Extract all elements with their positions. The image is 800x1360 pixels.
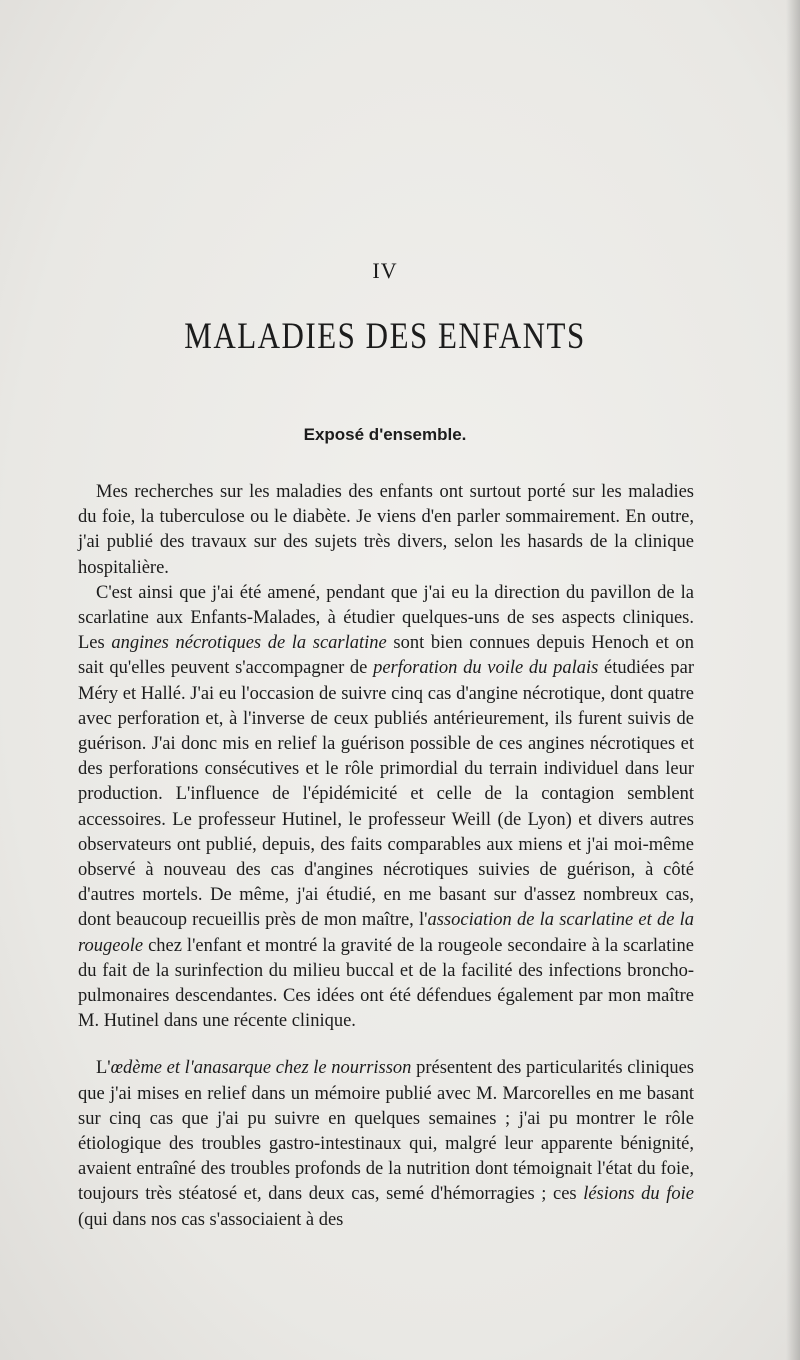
paragraph-1-text: Mes recherches sur les maladies des enfants ont surtout porté sur les maladies du foie, la tuberculose ou le diabète. Je viens d'en parler sommairement. En outre, j'ai publié des travaux sur des sujets très divers, selon les hasards de la clinique hospitalière. [78,482,694,578]
paragraph-2-text: chez l'enfant et montré la gravité de la rougeole secondaire à la scarlatine du fait de la surinfection du milieu buccal et de la facilité des infections broncho-pulmonaires descendantes. Ces idées ont été défendues également par mon maître M. Hutinel dans une récente clinique. [78,935,694,1032]
page-edge-shadow [786,0,800,1360]
section-heading: Exposé d'ensemble. [303,425,467,444]
paragraph-2 [78,581,694,1035]
paragraph-2-italic: perforation du voile du palais [373,658,599,679]
paragraph-3-italic: lésions du foie [583,1184,694,1205]
paragraph-2-italic: angines nécrotiques de la scarlatine [111,633,387,654]
paragraph-3-text: (qui dans nos cas s'associaient à des [78,1209,344,1230]
paragraph-2-text: étudiées par Méry et Hallé. J'ai eu l'occasion de suivre cinq cas d'angine nécrotique, dont quatre avec perforation et, à l'inverse de ceux publiés antérieurement, ils furent suivis de guérison. J'ai donc mis en relief la guérison possible de ces angines nécrotiques et des perforations consécutives et le rôle primordial du terrain individuel dans leur production. L'influence de l'épidémicité et celle de la contagion semblent accessoires. Le professeur Hutinel, le professeur Weill (de Lyon) et divers autres observateurs ont publié, depuis, des faits comparables aux miens et j'ai moi-même observé à nouveau des cas d'angines nécrotiques suivies de guérison, à côté d'autres mortels. De même, j'ai étudié, en me basant sur d'assez nombreux cas, dont beaucoup recueillis près de mon maître, l' [78,658,694,931]
paragraph-3-italic: œdème et l'anasarque chez le nourrisson [110,1058,412,1079]
chapter-title: MALADIES DES ENFANTS [184,314,586,357]
paragraph-3-text: présentent des particularités cliniques que j'ai mises en relief dans un mémoire publié avec M. Marcorelles en me basant sur cinq cas que j'ai pu suivre en quelques semaines ; j'ai pu montrer le rôle étiologique des troubles gastro-intestinaux qui, malgré leur apparente bénignité, avaient entraîné des troubles profonds de la nutrition dont témoignait l'état du foie, toujours très stéatosé et, dans deux cas, semé d'hémorragies ; ces [78,1058,694,1205]
chapter-number: IV [372,258,398,283]
paragraph-3-text: L' [96,1058,111,1079]
paragraph-1 [78,480,694,581]
paragraph-2-text: sont bien connues depuis Henoch et on sait qu'elles peuvent s'accompagner de [78,633,694,679]
body-text [78,480,694,1233]
paragraph-2-italic: association de la scarlatine et de la rougeole [78,910,694,956]
paragraph-2-text: C'est ainsi que j'ai été amené, pendant que j'ai eu la direction du pavillon de la scarlatine aux Enfants-Malades, à étudier quelques-uns de ses aspects cliniques. Les [78,582,694,654]
paragraph-3 [78,1056,694,1232]
